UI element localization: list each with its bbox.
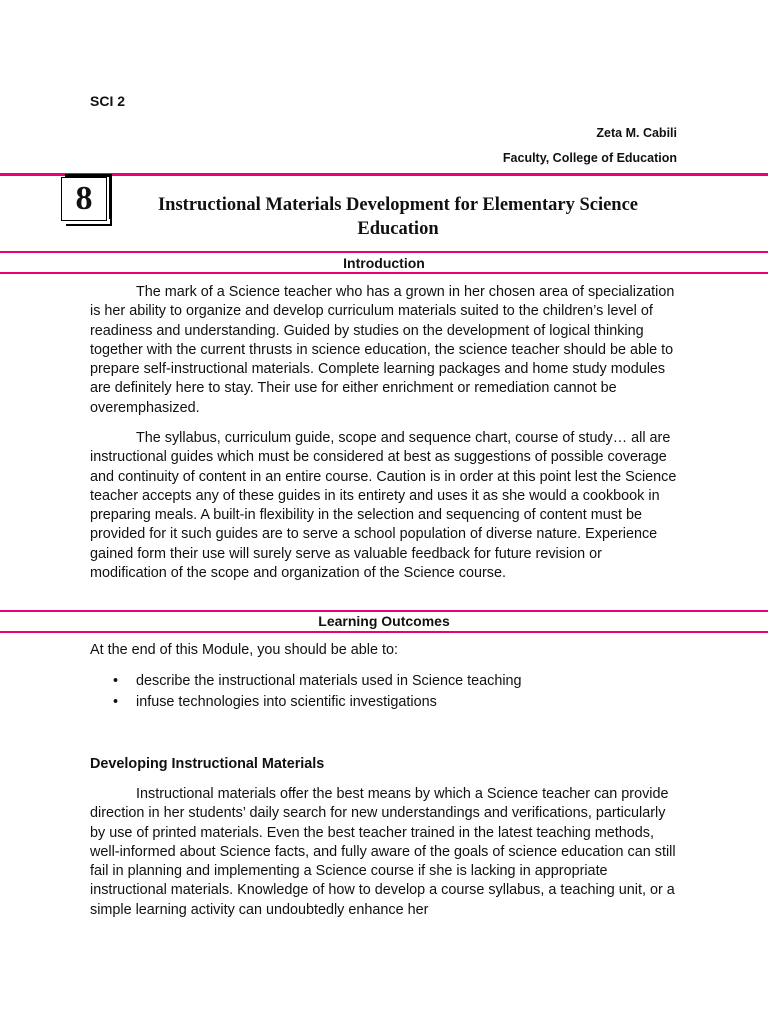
- author-role: Faculty, College of Education: [502, 151, 677, 165]
- developing-heading: Developing Instructional Materials: [90, 756, 325, 772]
- author-block: [503, 121, 677, 171]
- divider-outcomes-top: [0, 610, 768, 612]
- intro-paragraph-2: [90, 429, 680, 583]
- introduction-heading: Introduction: [343, 255, 425, 271]
- outcomes-lead: At the end of this Module, you should be able to:: [90, 642, 399, 658]
- author-name: Zeta M. Cabili: [596, 126, 677, 140]
- divider-intro-bottom: [0, 272, 768, 274]
- paragraph-text: The mark of a Science teacher who has a grown in her chosen area of specialization is her ability to organize and develop curriculum materials suited to the children’s level of readiness and understanding. Guided by studies on the development of logical thinking together with the current thrusts in science education, the science teacher should be able to prepare self-instructional materials. Complete learning packages and home study modules are definitely here to stay. Their use for either enrichment or remediation cannot be overemphasized.: [90, 284, 675, 416]
- list-item: • infuse technologies into scientific investigations: [136, 692, 522, 713]
- divider-outcomes-bottom: [0, 631, 768, 633]
- paragraph-text: Instructional materials offer the best means by which a Science teacher can provide direction in her students’ daily search for new understandings and verifications, particularly by use of printed materials. Even the best teacher trained in the latest teaching methods, well-informed about Science facts, and fully aware of the goals of science education can still fail in planning and implementing a Science course if she is lacking in appropriate instructional materials. Knowledge of how to develop a course syllabus, a teaching unit, or a simple learning activity can undoubtedly enhance her: [90, 786, 676, 918]
- course-code: SCI 2: [90, 93, 126, 109]
- paragraph-text: The syllabus, curriculum guide, scope and sequence chart, course of study… all are instructional guides which must be considered at best as suggestions of possible coverage and continuity of content in an entire course. Caution is in order at this point lest the Science teacher accepts any of these guides in its entirety and uses it as she would a cookbook in preparing meals. A built-in flexibility in the selection and sequencing of content must be provided for it such guides are to serve a school population of diverse nature. Experience gained form their use will surely serve as valuable feedback for future revision or modification of the scope and organization of the Science course.: [90, 430, 677, 582]
- learning-outcomes-heading: Learning Outcomes: [318, 613, 450, 629]
- developing-paragraph: [90, 785, 680, 920]
- divider-top: [0, 173, 768, 176]
- divider-intro-top: [0, 251, 768, 253]
- intro-paragraph-1: [90, 283, 680, 418]
- module-number-box: [61, 177, 107, 221]
- module-title: Instructional Materials Development for Elementary Science Education: [157, 195, 639, 239]
- module-number: 8: [75, 180, 93, 217]
- list-item: • describe the instructional materials used in Science teaching: [136, 671, 522, 692]
- outcomes-list: [90, 671, 522, 713]
